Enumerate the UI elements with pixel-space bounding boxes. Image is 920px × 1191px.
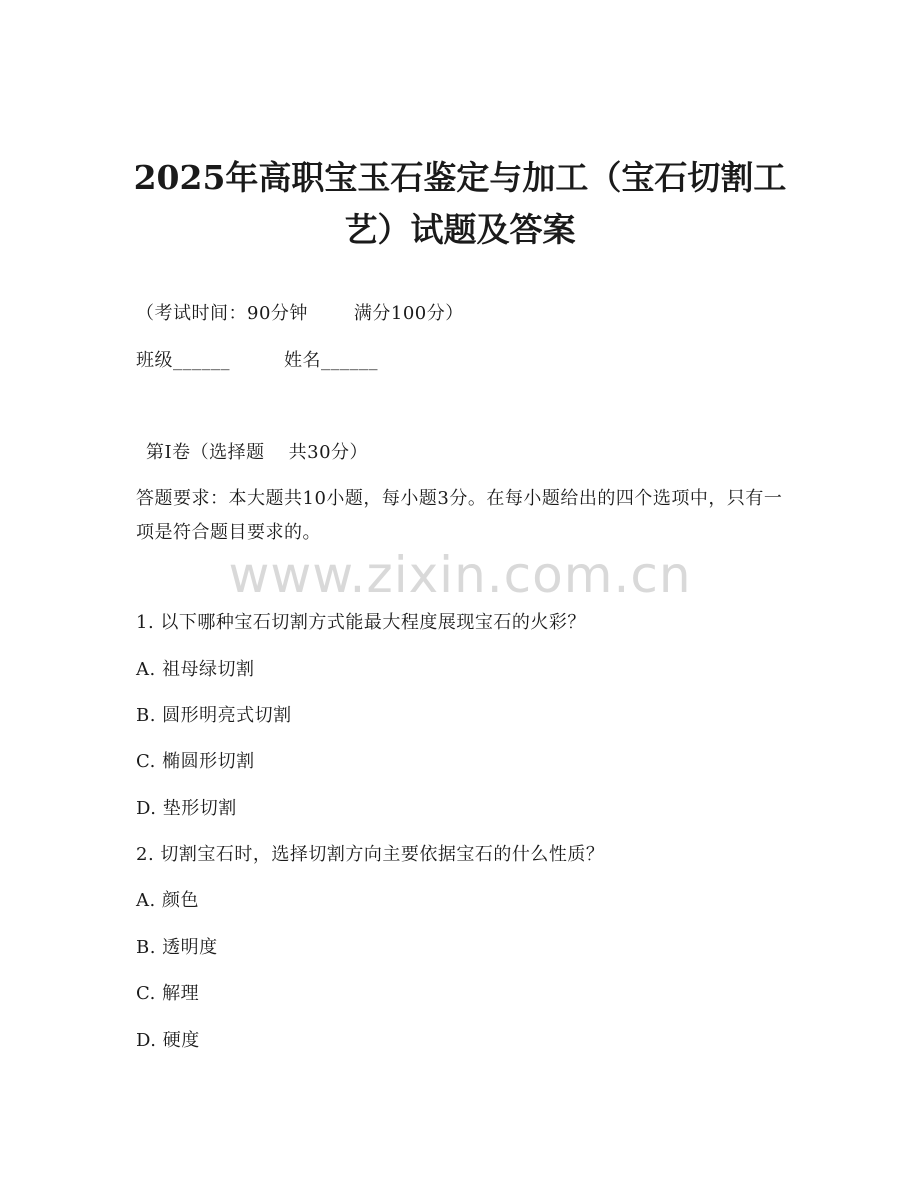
question-1-option-d: D. 垫形切割	[136, 798, 237, 819]
class-field: 班级______	[136, 350, 230, 371]
question-2-option-b: B. 透明度	[136, 937, 218, 958]
question-1-option-b: B. 圆形明亮式切割	[136, 705, 292, 726]
exam-info	[136, 302, 464, 326]
section-points: 共30分）	[288, 442, 369, 463]
title-line-1: 2025年高职宝玉石鉴定与加工（宝石切割工	[133, 158, 787, 197]
student-info	[136, 349, 378, 373]
question-2: 2. 切割宝石时，选择切割方向主要依据宝石的什么性质？	[136, 844, 605, 865]
instructions: 答题要求：本大题共10小题，每小题3分。在每小题给出的四个选项中，只有一项是符合题目要求的。	[136, 488, 783, 543]
section-title: 第I卷（选择题	[146, 442, 265, 463]
question-2-option-d: D. 硬度	[136, 1030, 200, 1051]
question-2-option-c: C. 解理	[136, 983, 200, 1004]
question-2-option-a: A. 颜色	[136, 890, 199, 911]
name-field: 姓名______	[284, 350, 378, 371]
question-1: 1. 以下哪种宝石切割方式能最大程度展现宝石的火彩？	[136, 612, 586, 633]
watermark: www.zixin.com.cn	[228, 546, 692, 604]
title-line-2: 艺）试题及答案	[344, 210, 576, 249]
exam-score: 满分100分）	[353, 303, 464, 324]
exam-time: （考试时间：90分钟	[136, 303, 308, 324]
question-1-option-c: C. 椭圆形切割	[136, 751, 255, 772]
question-1-option-a: A. 祖母绿切割	[136, 659, 255, 680]
document-title	[100, 152, 820, 256]
section-header	[146, 441, 368, 465]
